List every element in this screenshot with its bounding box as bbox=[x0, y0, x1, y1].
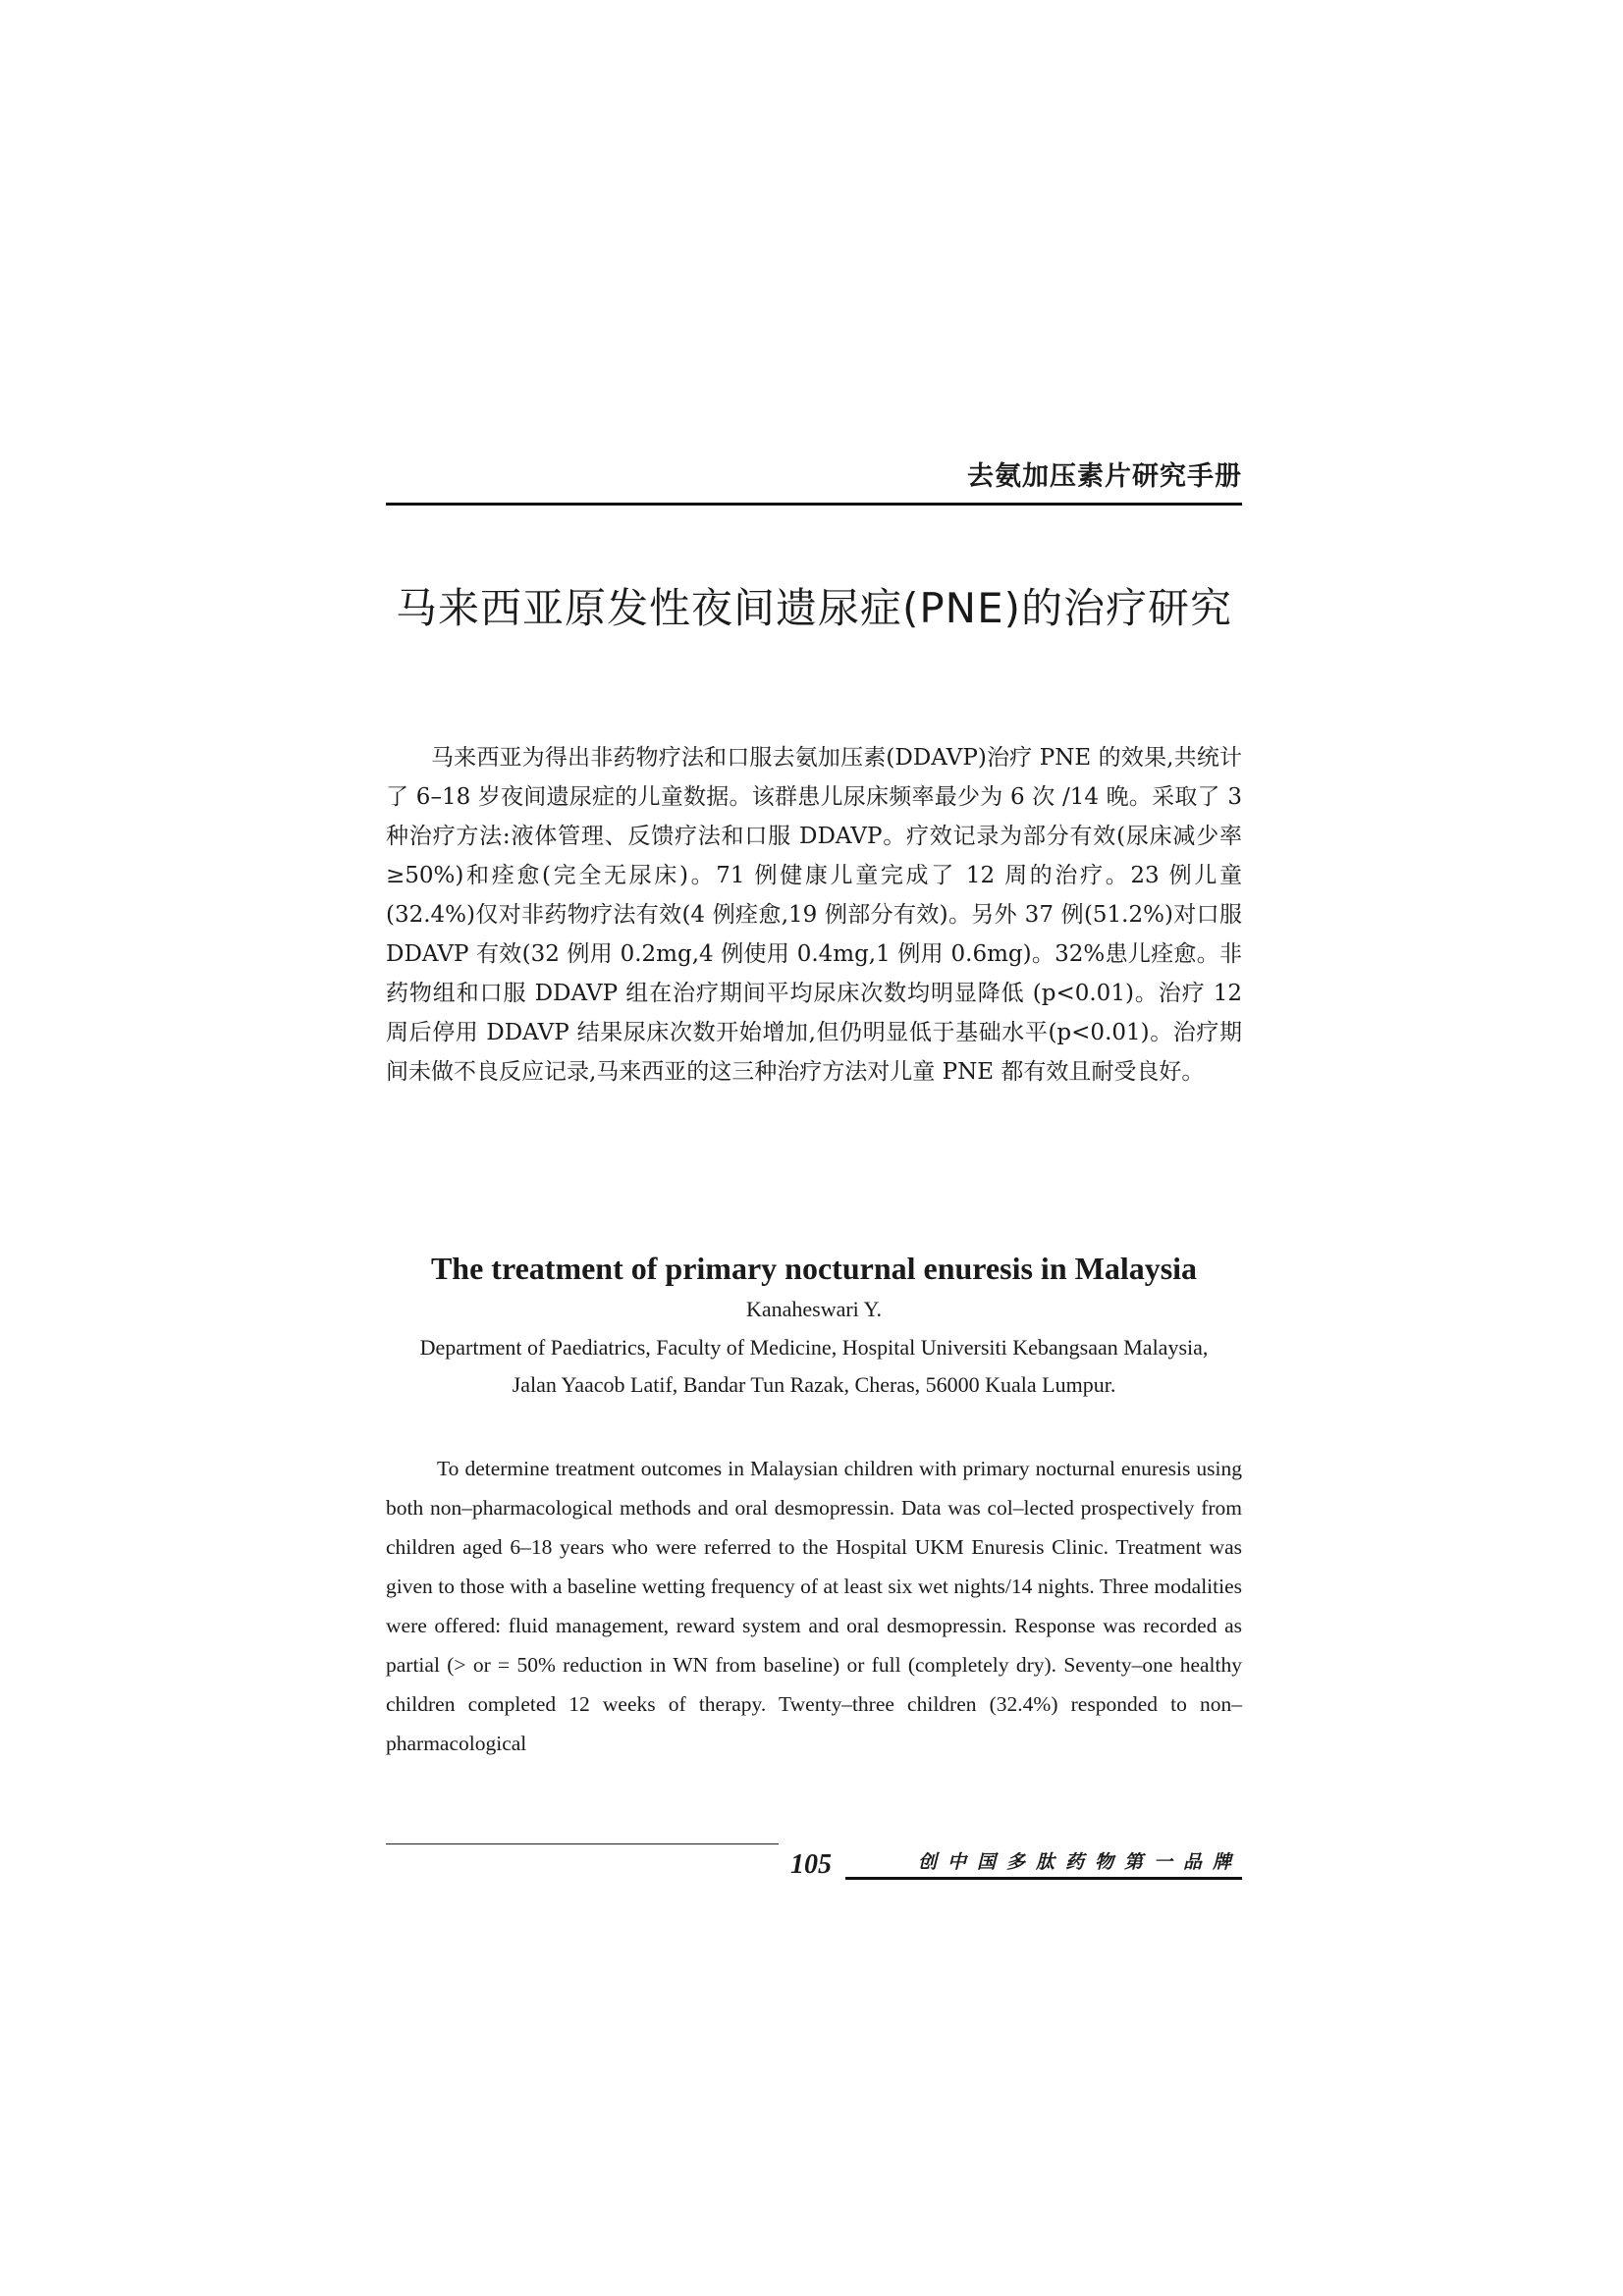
english-article-title: The treatment of primary nocturnal enuresis in Malaysia bbox=[430, 1251, 1198, 1286]
running-header bbox=[386, 457, 1242, 506]
footer-rule bbox=[386, 1843, 779, 1844]
author-name: Kanaheswari Y. bbox=[745, 1297, 883, 1321]
page-footer bbox=[386, 1847, 1242, 1887]
affiliation-line-1: Department of Paediatrics, Faculty of Medicine, Hospital Universiti Kebangsaan Malaysia, bbox=[419, 1335, 1209, 1360]
author-affiliation bbox=[386, 1329, 1242, 1404]
affiliation-line-2: Jalan Yaacob Latif, Bandar Tun Razak, Cheras, 56000 Kuala Lumpur. bbox=[512, 1372, 1116, 1397]
chinese-article-title: 马来西亚原发性夜间遗尿症(PNE)的治疗研究 bbox=[395, 584, 1233, 632]
english-abstract: To determine treatment outcomes in Malaysian children with primary nocturnal enuresis using both non–pharmacological methods and oral desmopressin. Data was col–lected prospectively from children aged 6–18 years who were referred to the Hospital UKM Enuresis Clinic. Treatment was given to those with a baseline wetting frequency of at least six wet nights/14 nights. Three modalities were offered: fluid management, reward system and oral desmopressin. Response was recorded as partial (> or = 50% reduction in WN from baseline) or full (completely dry). Seventy–one healthy children completed 12 weeks of therapy. Twenty–three children (32.4%) responded to non–pharmacological bbox=[386, 1457, 1242, 1755]
footer-slogan: 创中国多肽药物第一品牌 bbox=[845, 1849, 1242, 1880]
page-number: 105 bbox=[790, 1849, 832, 1880]
chinese-abstract: 马来西亚为得出非药物疗法和口服去氨加压素(DDAVP)治疗 PNE 的效果,共统计了 6–18 岁夜间遗尿症的儿童数据。该群患儿尿床频率最少为 6 次 /14 晚。采取了 3 种治疗方法:液体管理、反馈疗法和口服 DDAVP。疗效记录为部分有效(尿床减少率≥50%)和痊愈(完全无尿床)。71 例健康儿童完成了 12 周的治疗。23 例儿童(32.4%)仅对非药物疗法有效(4 例痊愈,19 例部分有效)。另外 37 例(51.2%)对口服 DDAVP 有效(32 例用 0.2mg,4 例使用 0.4mg,1 例用 0.6mg)。32%患儿痊愈。非药物组和口服 DDAVP 组在治疗期间平均尿床次数均明显降低 (p<0.01)。治疗 12 周后停用 DDAVP 结果尿床次数开始增加,但仍明显低于基础水平(p<0.01)。治疗期间未做不良反应记录,马来西亚的这三种治疗方法对儿童 PNE 都有效且耐受良好。 bbox=[386, 745, 1242, 1085]
running-header-title: 去氨加压素片研究手册 bbox=[967, 461, 1242, 492]
